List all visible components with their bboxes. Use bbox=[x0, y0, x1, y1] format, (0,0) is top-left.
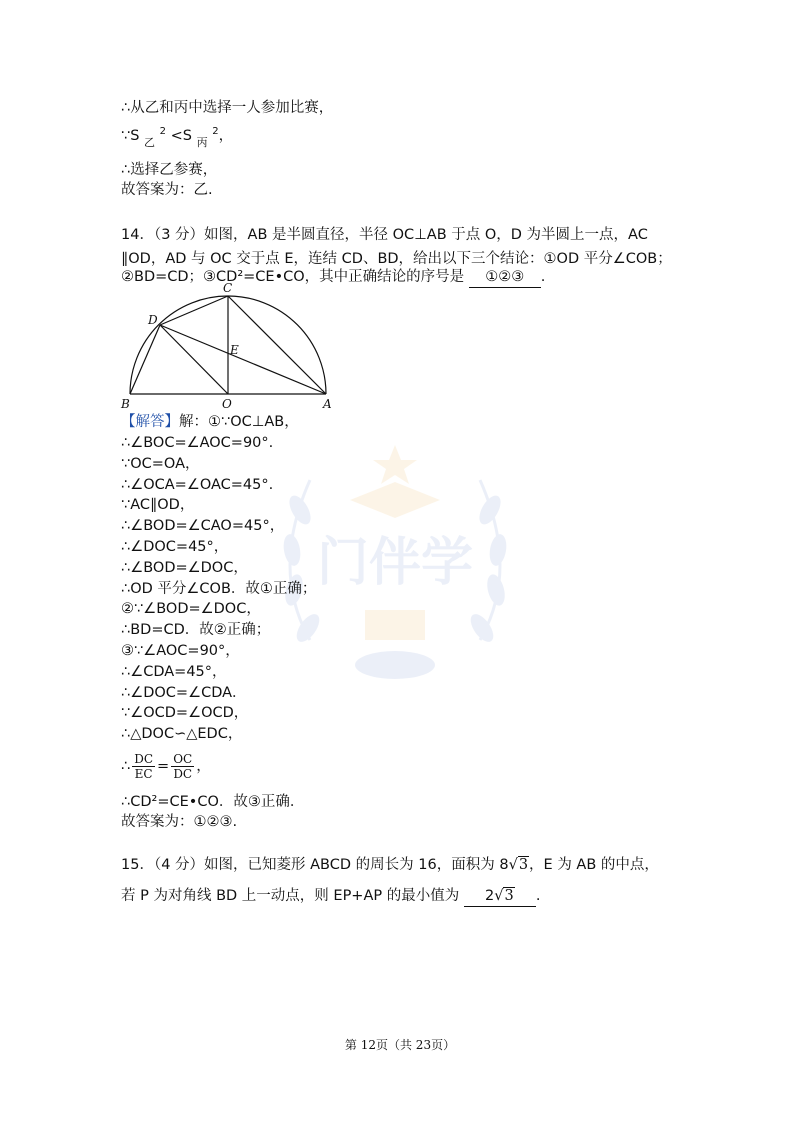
q15-line-1 bbox=[121, 855, 659, 875]
sqrt-radicand: 3 bbox=[518, 857, 529, 873]
label-d: D bbox=[148, 313, 158, 327]
q15-line-2 bbox=[121, 886, 540, 907]
q15-line-2-suffix: . bbox=[535, 888, 541, 904]
fraction-2-numerator: OC bbox=[173, 752, 193, 766]
q14-line-2: ∥OD，AD 与 OC 交于点 E，连结 CD、BD，给出以下三个结论：①OD 平分∠COB； bbox=[121, 251, 672, 267]
q14-last-step: ∴CD²=CE•CO．故③正确． bbox=[121, 794, 305, 810]
segment-od bbox=[160, 325, 228, 394]
variance-sup-1: 2 bbox=[159, 126, 167, 137]
solution-step: ∴BD=CD．故②正确； bbox=[121, 622, 271, 639]
fraction-2-denominator: DC bbox=[173, 767, 193, 781]
fraction-1-denominator: EC bbox=[134, 767, 153, 781]
solution-step: ∵AC∥OD， bbox=[121, 497, 195, 514]
solution-step: ∵∠OCD=∠OCD， bbox=[121, 705, 249, 722]
q14-answer-line: 故答案为：①②③. bbox=[121, 814, 238, 830]
chord-cd bbox=[160, 296, 228, 325]
label-o: O bbox=[222, 397, 232, 411]
intro-line-2 bbox=[121, 126, 233, 148]
label-c: C bbox=[223, 282, 233, 295]
chord-bd bbox=[130, 325, 160, 394]
solution-step: ②∵∠BOD=∠DOC， bbox=[121, 601, 261, 618]
fraction-1-numerator: DC bbox=[134, 752, 154, 766]
solution-step: ∴∠BOD=∠CAO=45°， bbox=[121, 518, 285, 535]
solution-step: ∴∠DOC=45°， bbox=[121, 539, 229, 555]
solution-step: ∴∠BOD=∠DOC， bbox=[121, 559, 248, 576]
label-a: A bbox=[323, 397, 332, 411]
intro-line-4: 故答案为：乙. bbox=[121, 182, 213, 198]
sqrt-3-area: √3 bbox=[508, 857, 529, 873]
fraction-comma: ， bbox=[196, 758, 211, 775]
q15-line-2-text: 若 P 为对角线 BD 上一动点，则 EP+AP 的最小值为 bbox=[121, 888, 460, 904]
watermark-logo bbox=[270, 440, 520, 700]
q15-answer bbox=[464, 886, 536, 907]
q14-line-1: 14．（3 分）如图，AB 是半圆直径，半径 OC⊥AB 于点 O，D 为半圆上一点，AC bbox=[121, 227, 648, 243]
q14-solution-head bbox=[121, 412, 299, 432]
segment-ad bbox=[160, 325, 326, 394]
q15-line-1-suffix: ，E 为 AB 的中点， bbox=[529, 857, 659, 873]
label-b: B bbox=[121, 397, 130, 411]
label-e: E bbox=[230, 343, 239, 357]
fraction-dc-ec bbox=[132, 752, 155, 781]
fraction-oc-dc bbox=[171, 752, 194, 781]
q15-answer-sqrt: √3 bbox=[494, 888, 514, 904]
solution-step: ∴∠OCA=∠OAC=45°. bbox=[121, 476, 274, 493]
q14-line-3-text: ②BD=CD；③CD²=CE•CO，其中正确结论的序号是 bbox=[121, 269, 465, 285]
variance-sub-bing: 丙 bbox=[196, 136, 208, 149]
variance-s-1: ∵S bbox=[121, 128, 140, 144]
q15-answer-coef: 2 bbox=[484, 888, 495, 904]
solution-step: ∴∠CDA=45°， bbox=[121, 663, 227, 680]
q14-answer: ①②③ bbox=[469, 267, 541, 288]
fraction-equals: = bbox=[157, 758, 170, 775]
svg-text:门伴学: 门伴学 bbox=[316, 533, 474, 593]
fraction-therefore: ∴ bbox=[121, 758, 131, 775]
solution-first-step: 解：①∵OC⊥AB， bbox=[179, 414, 299, 430]
solution-step: ∴OD 平分∠COB．故①正确； bbox=[121, 580, 317, 597]
chord-ac bbox=[228, 296, 326, 394]
variance-sub-yi: 乙 bbox=[144, 136, 156, 149]
intro-line-3: ∴选择乙参赛， bbox=[121, 162, 218, 178]
solution-step: ∴∠DOC=∠CDA． bbox=[121, 684, 247, 701]
solution-step: ∴△DOC∽△EDC， bbox=[121, 726, 243, 743]
solution-step: ③∵∠AOC=90°， bbox=[121, 643, 240, 659]
q14-fraction-line bbox=[121, 752, 211, 781]
q15-answer-radicand: 3 bbox=[504, 888, 514, 904]
q14-line-3-suffix: . bbox=[540, 269, 546, 285]
solution-tag: 【解答】 bbox=[121, 414, 179, 430]
solution-step: ∴∠BOC=∠AOC=90°. bbox=[121, 435, 274, 451]
page-footer: 第 12页（共 23页） bbox=[344, 1038, 456, 1052]
solution-step: ∵OC=OA， bbox=[121, 455, 200, 472]
variance-less-than: <S bbox=[170, 128, 192, 144]
q15-line-1-text: 15．（4 分）如图，已知菱形 ABCD 的周长为 16，面积为 8 bbox=[121, 857, 509, 873]
variance-sup-2: 2 bbox=[212, 126, 219, 137]
intro-line-1: ∴从乙和丙中选择一人参加比赛， bbox=[121, 100, 334, 116]
semicircle-figure bbox=[118, 282, 338, 412]
intro-line-2-suffix: ， bbox=[218, 128, 234, 144]
